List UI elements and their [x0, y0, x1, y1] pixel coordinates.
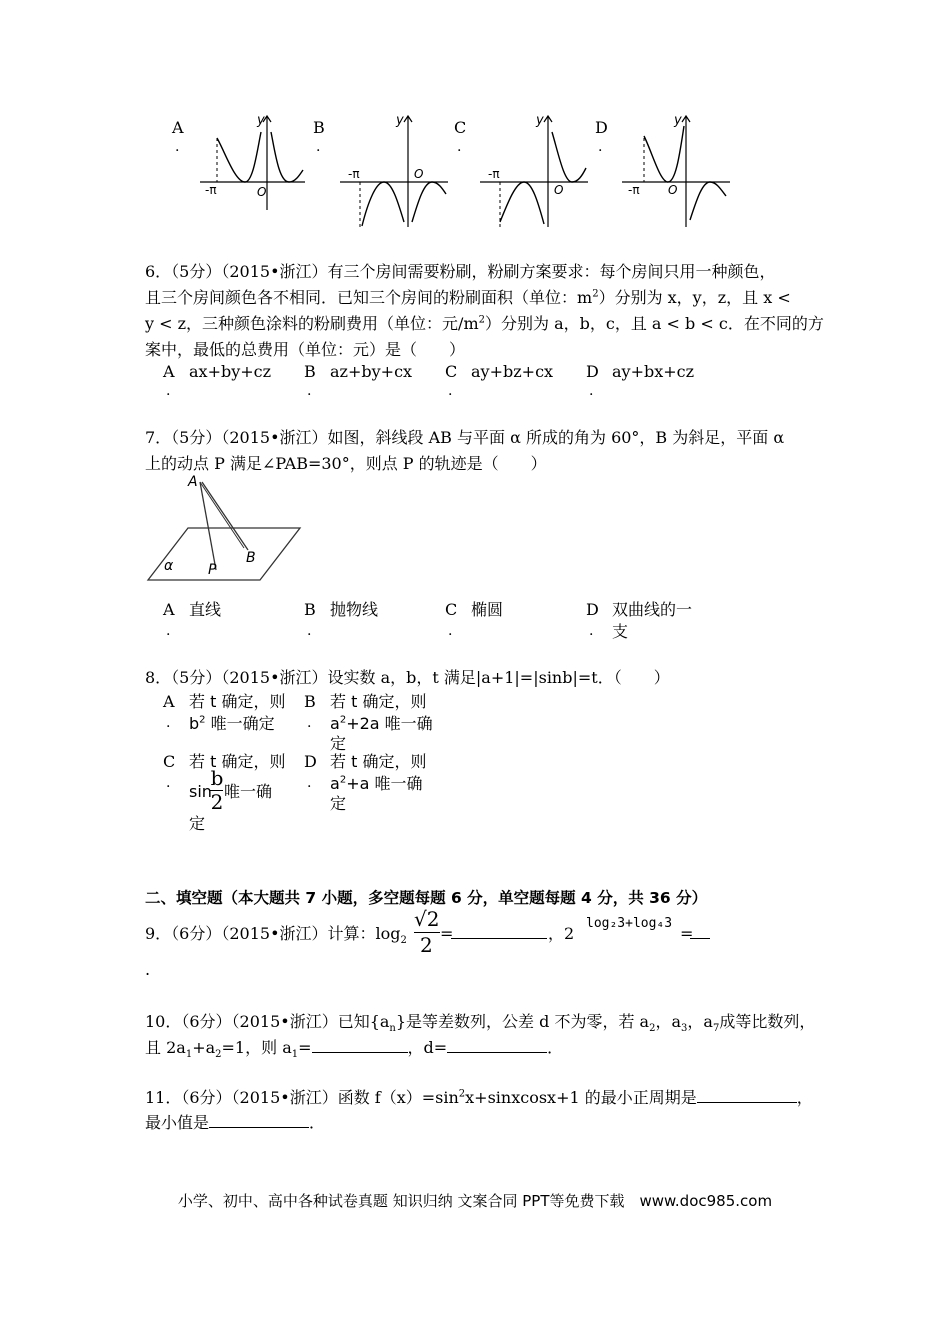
segment-AP [200, 482, 216, 570]
svg-text:O: O [414, 167, 424, 181]
curve [271, 132, 303, 182]
q6-line4: 案中，最低的总费用（单位：元）是（ ） [145, 340, 466, 359]
option-text: $a^2+2a$ 唯一确 [330, 714, 433, 733]
curve [217, 132, 261, 182]
option-text: ax+by+cz [189, 362, 272, 381]
q6-line3: y < z，三种颜色涂料的粉刷费用（单位：元$/m^2$）分别为 a，b，c，且 a < b < c．在不同的方 [145, 314, 824, 333]
svg-text:-π: -π [348, 167, 360, 181]
option-letter: D [595, 118, 608, 137]
option-letter: B [313, 118, 325, 137]
answer-blank[interactable] [697, 1088, 797, 1103]
option-text: 若 t 确定，则 [330, 692, 427, 711]
q7-line1: 7．（5分）（2015•浙江）如图，斜线段 AB 与平面 α 所成的角为 60°，B 为斜足，平面 α [145, 428, 785, 447]
q8-line1: 8．（5分）（2015•浙江）设实数 a，b，t 满足|a+1|=|sinb|=t．（ ） [145, 668, 670, 687]
option-dot: . [316, 139, 321, 155]
option-dot: . [598, 139, 603, 155]
graph-b-svg [338, 112, 453, 232]
option-text-cont: 支 [612, 622, 629, 641]
option-letter: B [304, 600, 316, 619]
answer-blank[interactable] [209, 1113, 309, 1128]
svg-text:y: y [674, 113, 682, 128]
option-text: ay+bz+cx [471, 362, 554, 381]
svg-text:-π: -π [488, 167, 500, 181]
option-text: 若 t 确定，则 [189, 752, 286, 771]
q7-figure [140, 470, 310, 589]
q7-line2: 上的动点 P 满足∠PAB=30°，则点 P 的轨迹是（ ） [145, 454, 547, 473]
q10-line2: 且 $2a_1+a_2=1$，则 $a_1=$ ，d= ． [145, 1038, 564, 1061]
q6-line1: 6．（5分）（2015•浙江）有三个房间需要粉刷，粉刷方案要求：每个房间只用一种颜色， [145, 262, 776, 281]
graph-option-a [195, 112, 310, 212]
q11-line1: 11．（6分）（2015•浙江）函数 $f(x)=\sin^2x+sinxcosx+1$ 的最小正周期是 ， [145, 1088, 813, 1107]
segment-AB [202, 482, 248, 550]
option-letter: C [454, 118, 467, 137]
option-text: 若 t 确定，则 [330, 752, 427, 771]
q9-equals-2: = [680, 924, 694, 943]
option-dot: . [457, 139, 462, 155]
graph-option-c [478, 112, 593, 232]
graph-option-d [620, 112, 735, 232]
option-letter: A [163, 600, 175, 619]
option-text: ay+bx+cz [612, 362, 695, 381]
option-letter: A [163, 362, 175, 381]
option-text: 定 [330, 794, 347, 813]
option-text: 双曲线的一 [612, 600, 693, 619]
fraction-numerator: √2 [414, 907, 440, 931]
svg-text:-π: -π [628, 183, 640, 197]
origin-label: O [257, 185, 267, 199]
option-text: 若 t 确定，则 [189, 692, 286, 711]
option-text: $b^2$ 唯一确定 [189, 714, 275, 733]
option-text: 定 [330, 734, 347, 753]
alpha-label: α [164, 558, 174, 574]
option-text: az+by+cx [330, 362, 413, 381]
q9-equals: = [440, 924, 454, 943]
q9-prefix: 9．（6分）（2015•浙江）计算：$\log_2$ [145, 924, 407, 947]
plane-figure-svg [140, 470, 310, 585]
graph-a-svg [195, 112, 310, 212]
option-letter: D [586, 362, 599, 381]
point-P-label: P [208, 562, 217, 578]
fraction-denominator: 2 [210, 790, 224, 814]
point-A-label: A [188, 474, 198, 490]
fraction-numerator: b [210, 766, 224, 790]
option-text: 定 [189, 814, 206, 833]
answer-blank[interactable] [312, 1038, 408, 1053]
option-letter: D [304, 752, 317, 771]
option-text: $a^2+a$ 唯一确 [330, 774, 423, 793]
option-text: 抛物线 [330, 600, 379, 619]
option-letter: B [304, 692, 316, 711]
q9-dot: . [145, 960, 151, 979]
option-letter: C [445, 600, 458, 619]
graph-option-b [338, 112, 453, 232]
q6-line2: 且三个房间颜色各不相同．已知三个房间的粉刷面积（单位：$m^2$）分别为 x，y，z，且 x < [145, 288, 791, 307]
option-letter: C [163, 752, 176, 771]
y-label: y [257, 113, 265, 128]
graph-d-svg [620, 112, 735, 232]
page-footer: 小学、初中、高中各种试卷真题 知识归纳 文案合同 PPT等免费下载 www.doc985.com [177, 1192, 773, 1210]
q10-line1: 10．（6分）（2015•浙江）已知$\{a_n\}$是等差数列，公差 d 不为零，若 $a_2$，$a_3$，$a_7$成等比数列， [145, 1012, 816, 1035]
q9-comma: ，2 [548, 924, 575, 943]
option-dot: . [175, 139, 180, 155]
option-text: 直线 [189, 600, 222, 619]
option-letter: B [304, 362, 316, 381]
option-text: 唯一确 [224, 782, 273, 801]
q9-exponent: log₂3+log₄3 [586, 916, 673, 931]
option-letter: A [172, 118, 184, 137]
answer-blank[interactable] [447, 1038, 547, 1053]
point-B-label: B [246, 550, 256, 566]
option-text: 椭圆 [471, 600, 504, 619]
option-text: sin [189, 782, 212, 801]
option-letter: D [586, 600, 599, 619]
section-2-heading: 二、填空题（本大题共 7 小题，多空题每题 6 分，单空题每题 4 分，共 36 分） [145, 889, 708, 907]
svg-text:O: O [554, 183, 564, 197]
answer-blank[interactable] [451, 924, 547, 939]
neg-pi-label: -π [205, 183, 217, 197]
fraction-denominator: 2 [420, 933, 433, 957]
answer-blank[interactable] [690, 924, 710, 939]
option-letter: C [445, 362, 458, 381]
q11-line2: 最小值是 ． [145, 1113, 326, 1132]
svg-text:O: O [668, 183, 678, 197]
graph-c-svg [478, 112, 593, 232]
svg-text:y: y [396, 113, 404, 128]
svg-text:y: y [536, 113, 544, 128]
option-letter: A [163, 692, 175, 711]
